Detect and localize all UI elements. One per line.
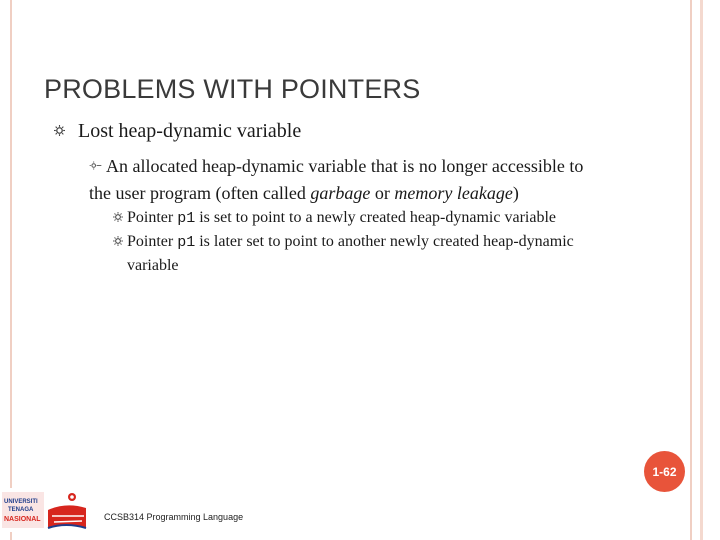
bullet-level3-item — [113, 206, 653, 230]
term-memory-leakage: memory leakage — [394, 183, 513, 203]
bullet-level2-line2-suffix: ) — [512, 183, 519, 203]
slide-frame-right-border — [690, 0, 692, 540]
bullet-level3-prefix: Pointer — [127, 233, 178, 250]
sun-bullet-icon — [113, 236, 123, 246]
sun-bullet-icon — [113, 212, 123, 222]
bullet-level3-text — [113, 206, 653, 230]
bullet-level2-line2-mid: or — [370, 183, 395, 203]
bullet-level3-suffix: is set to point to a newly created heap-dynamic variable — [195, 209, 556, 226]
sun-bullet-icon — [54, 125, 65, 136]
bullet-level2-line2-prefix: the user program (often called — [89, 183, 311, 203]
code-p1: p1 — [177, 234, 196, 251]
bullet-level2-line1: An allocated heap-dynamic variable that is no longer accessible to — [106, 156, 584, 176]
term-garbage: garbage — [310, 183, 371, 203]
bullet-level3-prefix: Pointer — [127, 209, 178, 226]
slide-frame-left-border — [10, 0, 12, 540]
slide-frame-right-border-outer — [700, 0, 703, 540]
slide-title: PROBLEMS WITH POINTERS — [44, 74, 421, 104]
code-p1: p1 — [177, 210, 196, 227]
page-number-badge: 1-62 — [644, 451, 685, 492]
logo-text-line2: TENAGA — [8, 507, 34, 513]
logo-text-line3: NASIONAL — [4, 516, 41, 523]
bullet-level3-text — [113, 230, 653, 254]
bullet-level2 — [89, 153, 669, 207]
sun-bullet-icon — [89, 161, 102, 170]
logo-text-line1: UNIVERSITI — [4, 499, 38, 505]
bullet-level3-suffix: is later set to point to another newly created heap-dynamic — [195, 233, 574, 250]
bullet-level3-text-line2: variable — [127, 257, 179, 274]
bullet-level1-text: Lost heap-dynamic variable — [78, 120, 302, 142]
bullet-level3-item — [113, 230, 653, 277]
bullet-level2-line2 — [49, 180, 669, 207]
university-logo — [0, 488, 90, 532]
footer-course-name: CCSB314 Programming Language — [104, 512, 244, 522]
